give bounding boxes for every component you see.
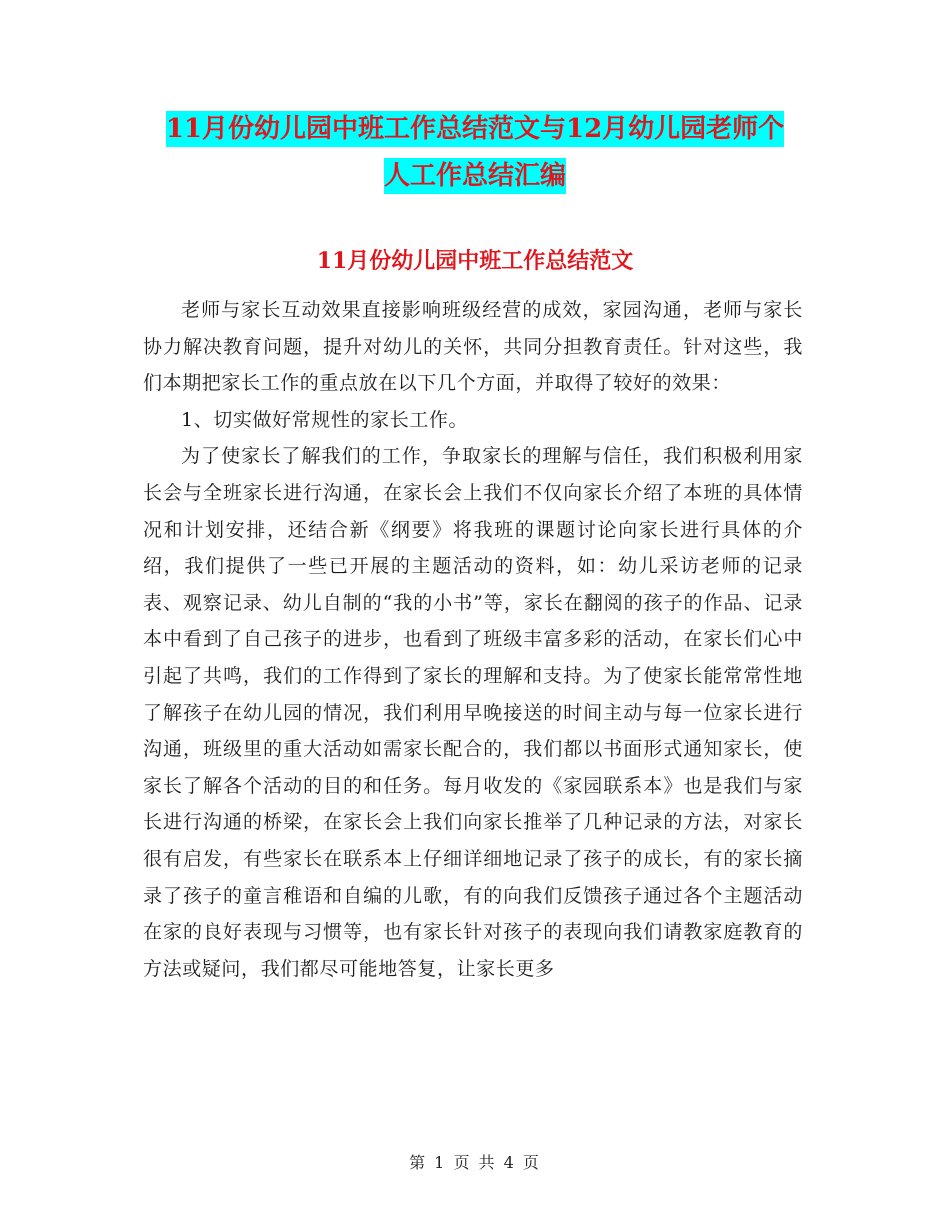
paragraph-heading-1: 1、切实做好常规性的家长工作。 — [181, 408, 469, 431]
document-title-line-1: 11月份幼儿园中班工作总结范文与12月幼儿园老师个 — [166, 111, 784, 147]
document-title — [140, 106, 810, 200]
page-footer: 第 1 页 共 4 页 — [409, 1153, 541, 1172]
document-title-line-2: 人工作总结汇编 — [384, 158, 566, 194]
document-body — [143, 292, 803, 987]
paragraph-parent-communication: 为了使家长了解我们的工作，争取家长的理解与信任，我们积极利用家长会与全班家长进行沟通，在家长会上我们不仅向家长介绍了本班的具体情况和计划安排，还结合新《纲要》将我班的课题讨论向家长进行具体的介绍，我们提供了一些已开展的主题活动的资料，如：幼儿采访老师的记录表、观察记录、幼儿自制的“我的小书”等，家长在翻阅的孩子的作品、记录本中看到了自己孩子的进步，也看到了班级丰富多彩的活动，在家长们心中引起了共鸣，我们的工作得到了家长的理解和支持。为了使家长能常常性地了解孩子在幼儿园的情况，我们利用早晚接送的时间主动与每一位家长进行沟通，班级里的重大活动如需家长配合的，我们都以书面形式通知家长，使家长了解各个活动的目的和任务。每月收发的《家园联系本》也是我们与家长进行沟通的桥梁，在家长会上我们向家长推举了几种记录的方法，对家长很有启发，有些家长在联系本上仔细详细地记录了孩子的成长，有的家长摘录了孩子的童言稚语和自编的儿歌，有的向我们反馈孩子通过各个主题活动在家的良好表现与习惯等，也有家长针对孩子的表现向我们请教家庭教育的方法或疑问，我们都尽可能地答复，让家长更多 — [143, 445, 803, 980]
paragraph-intro: 老师与家长互动效果直接影响班级经营的成效，家园沟通，老师与家长协力解决教育问题，提升对幼儿的关怀，共同分担教育责任。针对这些，我们本期把家长工作的重点放在以下几个方面，并取得了较好的效果： — [143, 299, 803, 395]
section-title: 11月份幼儿园中班工作总结范文 — [316, 248, 634, 274]
